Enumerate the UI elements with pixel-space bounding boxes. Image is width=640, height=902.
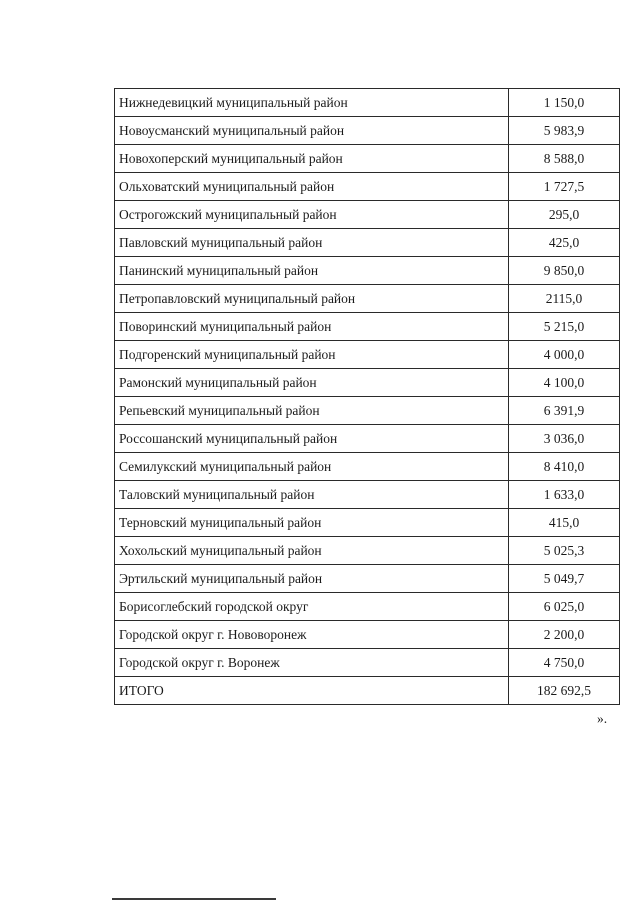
district-amount: 9 850,0 [509,257,620,285]
district-name: Семилукский муниципальный район [115,453,509,481]
table-row [115,481,620,509]
district-amount: 5 049,7 [509,565,620,593]
table-row [115,145,620,173]
district-name: Новохоперский муниципальный район [115,145,509,173]
district-name: Нижнедевицкий муниципальный район [115,89,509,117]
district-amount: 3 036,0 [509,425,620,453]
table-row [115,173,620,201]
district-name: Городской округ г. Нововоронеж [115,621,509,649]
closing-quote-mark: ». [597,711,608,726]
district-name: Таловский муниципальный район [115,481,509,509]
district-amount: 1 633,0 [509,481,620,509]
total-amount: 182 692,5 [509,677,620,705]
district-name: Новоусманский муниципальный район [115,117,509,145]
district-name: Павловский муниципальный район [115,229,509,257]
table-row [115,117,620,145]
table-row [115,313,620,341]
table-row [115,537,620,565]
table-row [115,565,620,593]
table-row [115,649,620,677]
district-name: Подгоренский муниципальный район [115,341,509,369]
district-name: Репьевский муниципальный район [115,397,509,425]
district-name: Рамонский муниципальный район [115,369,509,397]
district-amount: 1 150,0 [509,89,620,117]
table-row [115,621,620,649]
table-row [115,257,620,285]
district-name: Городской округ г. Воронеж [115,649,509,677]
table-row [115,369,620,397]
budget-table [114,88,620,705]
district-name: Хохольский муниципальный район [115,537,509,565]
table-row [115,397,620,425]
district-amount: 4 100,0 [509,369,620,397]
district-name: Панинский муниципальный район [115,257,509,285]
district-amount: 8 588,0 [509,145,620,173]
district-amount: 6 025,0 [509,593,620,621]
district-amount: 2115,0 [509,285,620,313]
district-amount: 4 750,0 [509,649,620,677]
district-name: Борисоглебский городской округ [115,593,509,621]
table-row [115,453,620,481]
district-name: Эртильский муниципальный район [115,565,509,593]
table-row [115,229,620,257]
district-amount: 5 025,3 [509,537,620,565]
total-row [115,677,620,705]
district-name: Острогожский муниципальный район [115,201,509,229]
district-amount: 295,0 [509,201,620,229]
district-name: Поворинский муниципальный район [115,313,509,341]
district-name: Россошанский муниципальный район [115,425,509,453]
total-label: ИТОГО [115,677,509,705]
table-row [115,593,620,621]
district-amount: 4 000,0 [509,341,620,369]
table-row [115,285,620,313]
table-row [115,341,620,369]
table-row [115,201,620,229]
district-amount: 6 391,9 [509,397,620,425]
district-amount: 5 215,0 [509,313,620,341]
district-amount: 1 727,5 [509,173,620,201]
table-row [115,509,620,537]
district-amount: 415,0 [509,509,620,537]
district-name: Ольховатский муниципальный район [115,173,509,201]
table-row [115,89,620,117]
district-amount: 5 983,9 [509,117,620,145]
district-amount: 2 200,0 [509,621,620,649]
table-row [115,425,620,453]
district-amount: 425,0 [509,229,620,257]
scan-artifact-line [112,898,276,900]
budget-table-body [115,89,620,705]
district-name: Терновский муниципальный район [115,509,509,537]
district-name: Петропавловский муниципальный район [115,285,509,313]
district-amount: 8 410,0 [509,453,620,481]
